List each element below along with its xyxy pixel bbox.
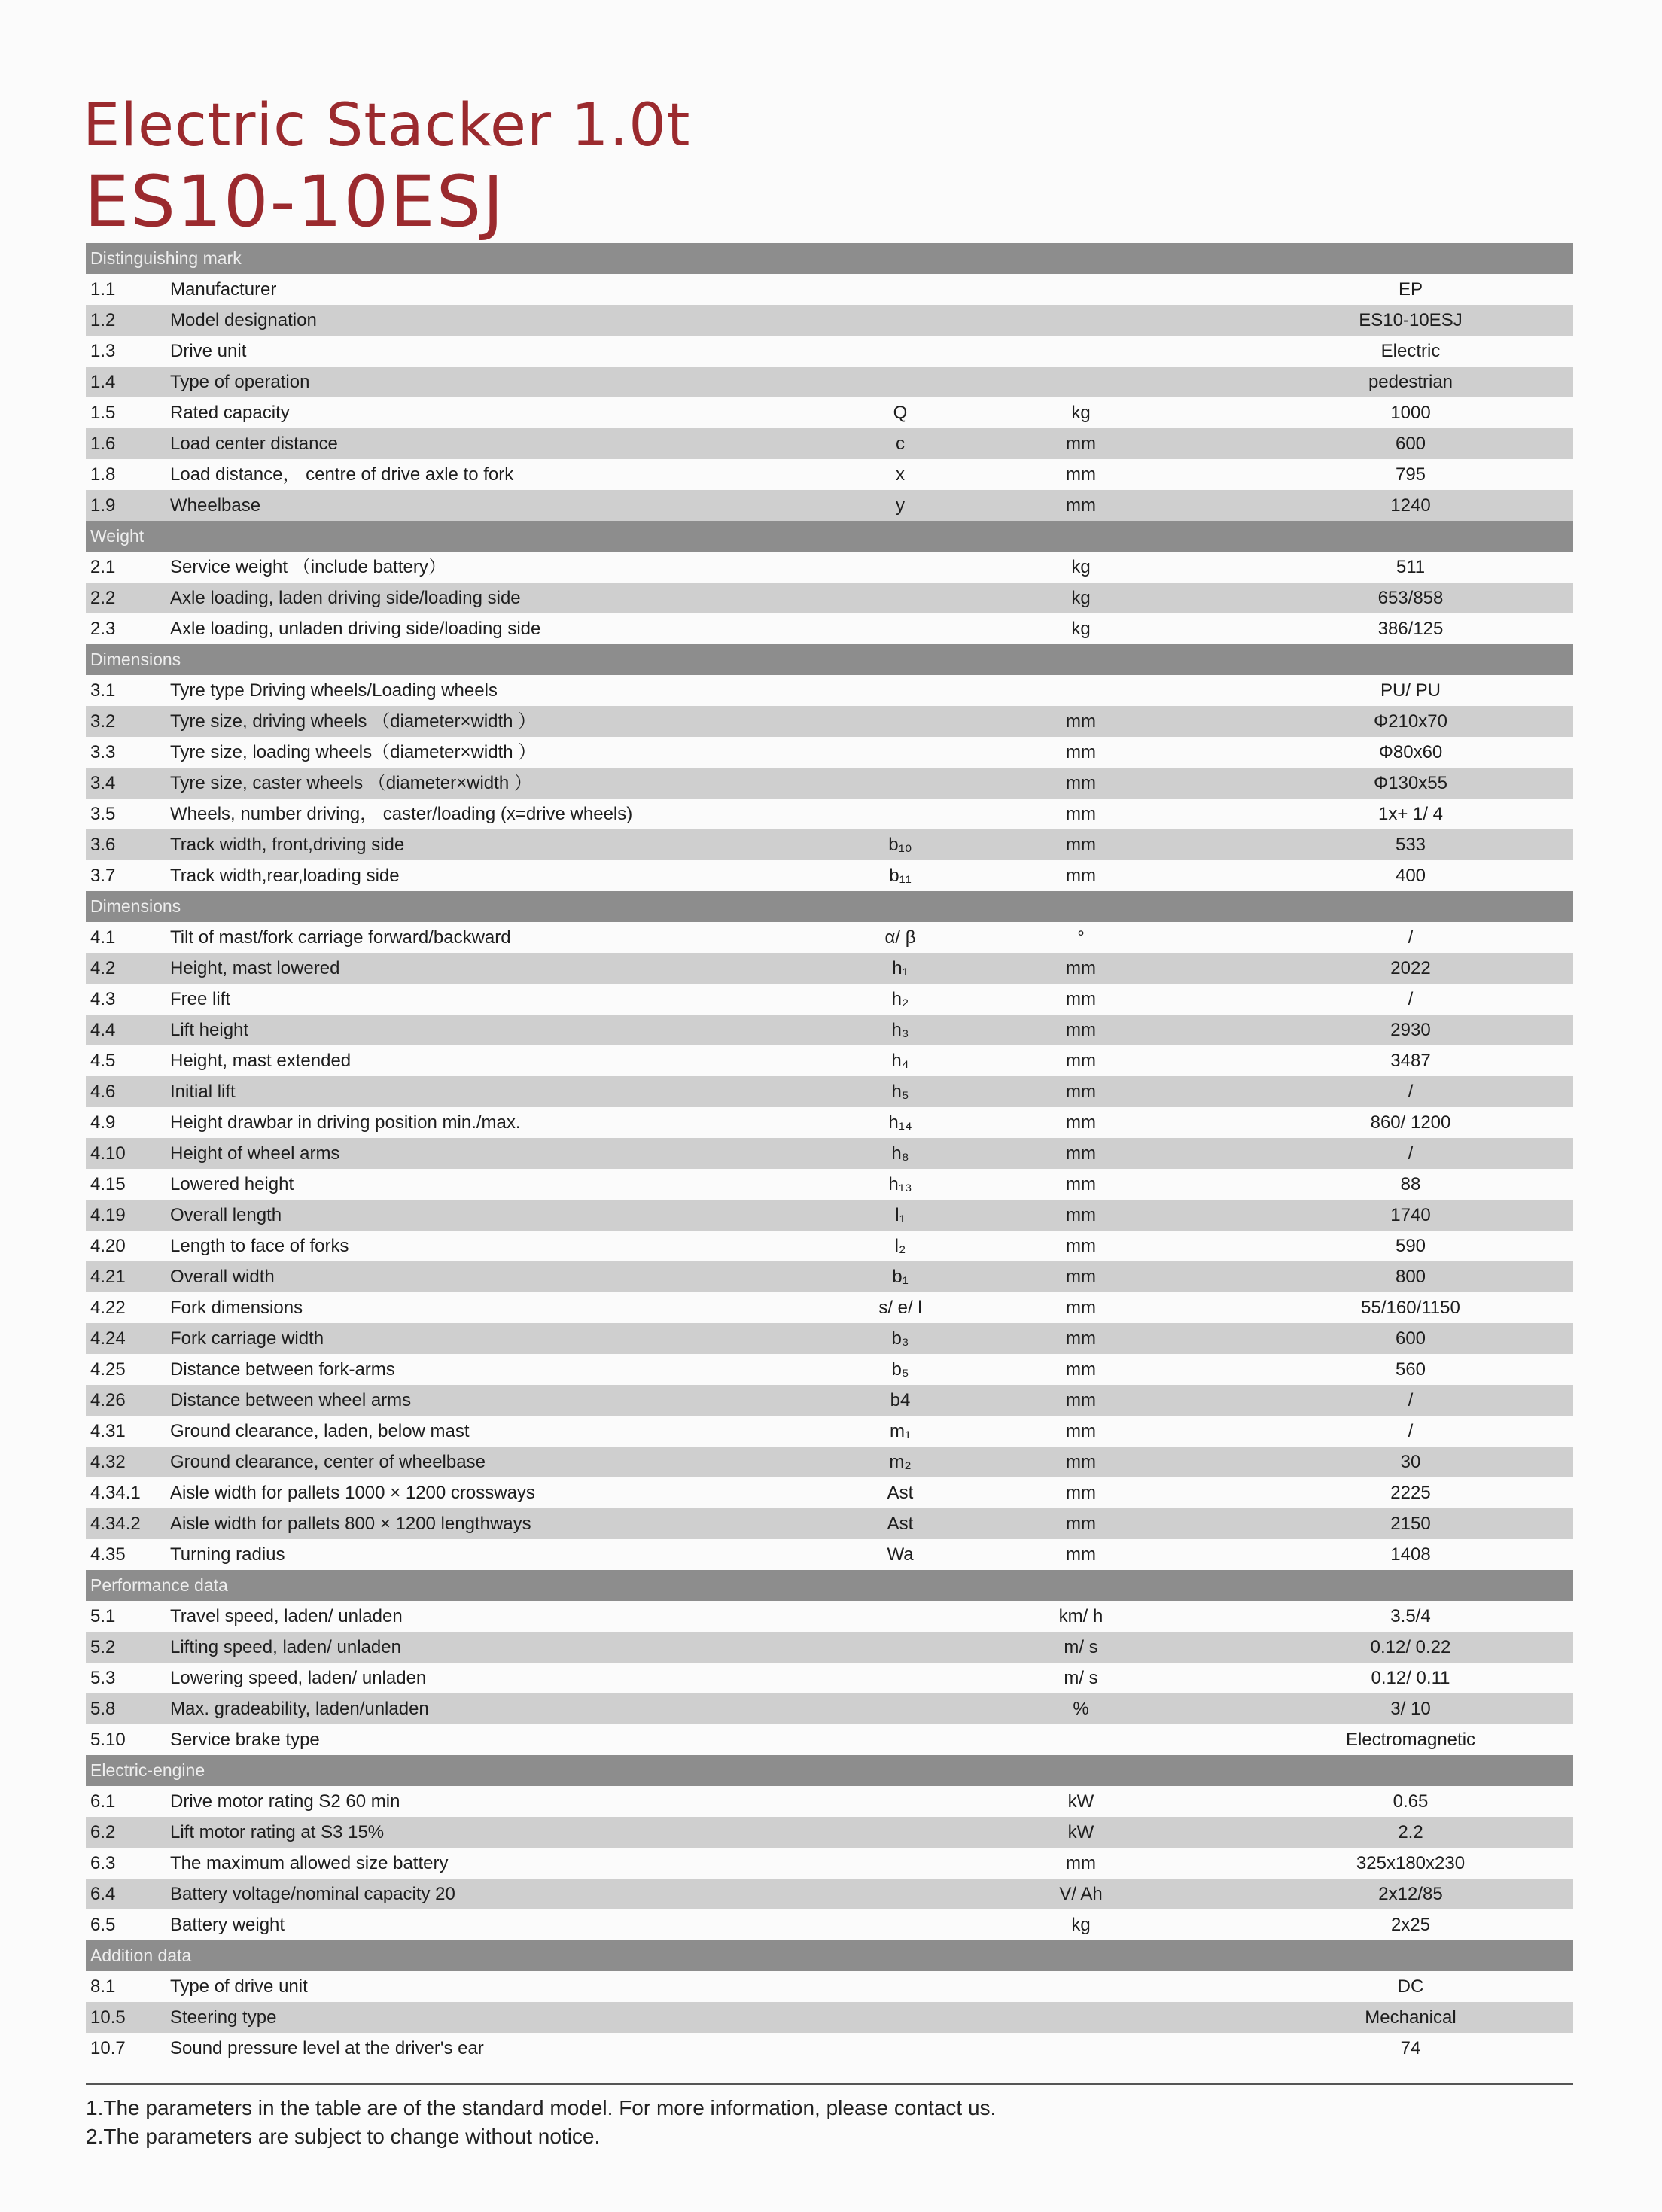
table-row xyxy=(86,1848,1573,1879)
table-row xyxy=(86,305,1573,336)
row-description: Height, mast extended xyxy=(170,1051,352,1071)
table-row xyxy=(86,367,1573,397)
row-value: 533 xyxy=(1395,835,1426,855)
table-row xyxy=(86,1292,1573,1323)
row-unit: ° xyxy=(1077,927,1085,948)
row-description: Aisle width for pallets 1000 × 1200 crossways xyxy=(170,1483,535,1503)
row-number: 5.10 xyxy=(90,1730,126,1750)
row-number: 4.21 xyxy=(90,1267,126,1287)
row-number: 4.26 xyxy=(90,1390,126,1410)
row-description: Wheels, number driving， caster/loading (x=drive wheels) xyxy=(170,804,633,824)
row-description: Tyre size, caster wheels （diameter×width ） xyxy=(170,773,532,793)
row-description: Lowered height xyxy=(170,1174,294,1194)
table-row xyxy=(86,274,1573,305)
table-row xyxy=(86,1879,1573,1909)
row-unit: mm xyxy=(1066,773,1096,793)
row-value: 560 xyxy=(1395,1359,1426,1380)
row-number: 1.6 xyxy=(90,434,116,454)
row-value: 800 xyxy=(1395,1267,1426,1287)
row-number: 4.19 xyxy=(90,1205,126,1225)
table-row xyxy=(86,1385,1573,1416)
row-value: 386/125 xyxy=(1377,619,1444,639)
row-number: 3.6 xyxy=(90,835,116,855)
row-value: 2225 xyxy=(1390,1483,1431,1503)
table-row xyxy=(86,1107,1573,1138)
row-unit: km/ h xyxy=(1058,1606,1103,1626)
row-number: 4.24 xyxy=(90,1328,126,1349)
row-description: Distance between wheel arms xyxy=(170,1390,412,1410)
row-unit: V/ Ah xyxy=(1059,1884,1103,1904)
row-symbol: c xyxy=(896,434,905,454)
row-description: Drive unit xyxy=(170,341,247,361)
row-number: 5.1 xyxy=(90,1606,116,1626)
row-description: Load distance， centre of drive axle to fork xyxy=(170,464,514,485)
table-row xyxy=(86,1632,1573,1663)
row-number: 2.1 xyxy=(90,557,116,577)
row-symbol: h₁ xyxy=(892,958,909,978)
row-number: 6.2 xyxy=(90,1822,116,1842)
table-row xyxy=(86,1045,1573,1076)
row-number: 4.20 xyxy=(90,1236,126,1256)
row-symbol: m₁ xyxy=(889,1421,912,1441)
row-number: 1.3 xyxy=(90,341,116,361)
row-number: 3.2 xyxy=(90,711,116,732)
row-number: 4.25 xyxy=(90,1359,126,1380)
row-unit: mm xyxy=(1066,866,1096,886)
row-description: Axle loading, laden driving side/loading side xyxy=(170,588,521,608)
table-row xyxy=(86,922,1573,953)
row-value: 0.12/ 0.22 xyxy=(1370,1637,1451,1657)
divider xyxy=(86,2083,1573,2085)
row-value: 2x25 xyxy=(1390,1915,1431,1935)
row-number: 1.5 xyxy=(90,403,116,423)
row-description: Overall length xyxy=(170,1205,282,1225)
row-unit: kg xyxy=(1071,403,1091,423)
row-value: ES10-10ESJ xyxy=(1359,310,1463,330)
row-symbol: Q xyxy=(893,403,908,423)
row-number: 3.1 xyxy=(90,680,116,701)
table-row xyxy=(86,1601,1573,1632)
table-row xyxy=(86,737,1573,768)
row-description: Ground clearance, center of wheelbase xyxy=(170,1452,486,1472)
row-value: DC xyxy=(1397,1976,1424,1997)
row-number: 4.34.2 xyxy=(90,1514,141,1534)
row-symbol: Ast xyxy=(887,1483,914,1503)
row-value: 2.2 xyxy=(1398,1822,1423,1842)
table-row xyxy=(86,1909,1573,1940)
row-value: 2x12/85 xyxy=(1378,1884,1443,1904)
row-value: 88 xyxy=(1400,1174,1421,1194)
table-row xyxy=(86,829,1573,860)
row-unit: mm xyxy=(1066,1143,1096,1164)
table-row xyxy=(86,1508,1573,1539)
row-value: 511 xyxy=(1396,557,1426,577)
row-description: Lift motor rating at S3 15% xyxy=(170,1822,385,1842)
row-unit: kg xyxy=(1071,588,1091,608)
row-symbol: s/ e/ l xyxy=(878,1298,922,1318)
row-description: Manufacturer xyxy=(170,279,277,300)
row-value: 2022 xyxy=(1390,958,1431,978)
row-value: 400 xyxy=(1395,866,1426,886)
section-header: Dimensions xyxy=(86,891,1573,922)
row-description: Free lift xyxy=(170,989,231,1009)
row-unit: m/ s xyxy=(1064,1637,1098,1657)
row-description: Distance between fork-arms xyxy=(170,1359,395,1380)
row-number: 4.34.1 xyxy=(90,1483,141,1503)
row-description: Battery weight xyxy=(170,1915,285,1935)
spec-table xyxy=(86,243,1573,2064)
row-value: / xyxy=(1408,1143,1414,1164)
row-number: 4.10 xyxy=(90,1143,126,1164)
row-value: 30 xyxy=(1400,1452,1421,1472)
section-header: Dimensions xyxy=(86,644,1573,675)
row-description: Track width,rear,loading side xyxy=(170,866,400,886)
table-row xyxy=(86,1354,1573,1385)
row-value: 653/858 xyxy=(1377,588,1444,608)
row-unit: mm xyxy=(1066,1298,1096,1318)
row-number: 6.4 xyxy=(90,1884,116,1904)
row-description: The maximum allowed size battery xyxy=(170,1853,449,1873)
row-symbol: b4 xyxy=(890,1390,911,1410)
table-row xyxy=(86,1169,1573,1200)
row-value: 600 xyxy=(1395,434,1426,454)
row-number: 3.3 xyxy=(90,742,116,762)
section-header: Electric-engine xyxy=(86,1755,1573,1786)
row-number: 6.3 xyxy=(90,1853,116,1873)
row-description: Height drawbar in driving position min./max. xyxy=(170,1112,521,1133)
row-value: / xyxy=(1408,1082,1414,1102)
row-number: 5.3 xyxy=(90,1668,116,1688)
row-number: 4.5 xyxy=(90,1051,116,1071)
row-description: Type of operation xyxy=(170,372,310,392)
row-number: 1.9 xyxy=(90,495,116,516)
section-header: Distinguishing mark xyxy=(86,243,1573,274)
table-row xyxy=(86,2033,1573,2064)
row-value: PU/ PU xyxy=(1380,680,1441,701)
row-symbol: α/ β xyxy=(884,927,916,948)
row-description: Max. gradeability, laden/unladen xyxy=(170,1699,429,1719)
row-description: Battery voltage/nominal capacity 20 xyxy=(170,1884,455,1904)
table-row xyxy=(86,799,1573,829)
row-value: Φ210x70 xyxy=(1374,711,1447,732)
table-row xyxy=(86,1786,1573,1817)
row-value: 0.12/ 0.11 xyxy=(1371,1668,1450,1688)
table-row xyxy=(86,1323,1573,1354)
row-number: 2.3 xyxy=(90,619,116,639)
table-row xyxy=(86,428,1573,459)
row-value: / xyxy=(1408,1390,1414,1410)
table-row xyxy=(86,860,1573,891)
row-unit: mm xyxy=(1066,1174,1096,1194)
row-unit: mm xyxy=(1066,1112,1096,1133)
model-title: ES10-10ESJ xyxy=(84,161,505,243)
row-unit: mm xyxy=(1066,1082,1096,1102)
row-symbol: h₂ xyxy=(891,989,909,1009)
row-description: Rated capacity xyxy=(170,403,290,423)
row-unit: kg xyxy=(1071,1915,1091,1935)
row-number: 4.4 xyxy=(90,1020,116,1040)
row-value: 795 xyxy=(1395,464,1426,485)
row-value: pedestrian xyxy=(1368,372,1453,392)
row-symbol: b₅ xyxy=(891,1359,909,1380)
table-row xyxy=(86,2002,1573,2033)
row-number: 4.22 xyxy=(90,1298,126,1318)
row-number: 4.9 xyxy=(90,1112,116,1133)
row-unit: kg xyxy=(1071,557,1091,577)
row-number: 4.32 xyxy=(90,1452,126,1472)
row-value: 55/160/1150 xyxy=(1361,1298,1460,1318)
table-row xyxy=(86,1200,1573,1231)
row-value: 600 xyxy=(1395,1328,1426,1349)
row-description: Length to face of forks xyxy=(170,1236,349,1256)
row-description: Lift height xyxy=(170,1020,249,1040)
row-description: Sound pressure level at the driver's ear xyxy=(170,2038,484,2058)
row-unit: mm xyxy=(1066,804,1096,824)
row-value: 74 xyxy=(1400,2038,1421,2058)
row-symbol: b₃ xyxy=(891,1328,909,1349)
row-description: Load center distance xyxy=(170,434,338,454)
row-value: 1408 xyxy=(1390,1544,1431,1565)
row-symbol: h₁₄ xyxy=(888,1112,912,1133)
row-description: Aisle width for pallets 800 × 1200 lengthways xyxy=(170,1514,531,1534)
row-description: Tyre size, loading wheels（diameter×width ） xyxy=(170,742,537,762)
row-value: / xyxy=(1408,927,1414,948)
row-unit: mm xyxy=(1066,1020,1096,1040)
row-value: 2930 xyxy=(1390,1020,1431,1040)
row-value: 3487 xyxy=(1390,1051,1431,1071)
row-number: 6.5 xyxy=(90,1915,116,1935)
row-unit: mm xyxy=(1066,1359,1096,1380)
row-description: Axle loading, unladen driving side/loading side xyxy=(170,619,541,639)
table-row xyxy=(86,1817,1573,1848)
row-value: Electric xyxy=(1380,341,1441,361)
row-symbol: h₃ xyxy=(891,1020,909,1040)
row-value: 2150 xyxy=(1390,1514,1431,1534)
row-description: Tyre size, driving wheels （diameter×width ） xyxy=(170,711,537,732)
row-symbol: l₂ xyxy=(894,1236,906,1256)
row-number: 4.31 xyxy=(90,1421,126,1441)
row-value: Φ80x60 xyxy=(1378,742,1443,762)
row-description: Steering type xyxy=(170,2007,277,2028)
row-description: Service brake type xyxy=(170,1730,320,1750)
row-unit: mm xyxy=(1066,1421,1096,1441)
row-value: 1000 xyxy=(1390,403,1431,423)
table-row xyxy=(86,1015,1573,1045)
row-value: / xyxy=(1408,989,1414,1009)
row-value: / xyxy=(1408,1421,1414,1441)
row-symbol: h₄ xyxy=(891,1051,909,1071)
row-unit: mm xyxy=(1066,1236,1096,1256)
row-symbol: x xyxy=(896,464,905,485)
table-row xyxy=(86,768,1573,799)
row-number: 3.7 xyxy=(90,866,116,886)
table-row xyxy=(86,1261,1573,1292)
row-unit: m/ s xyxy=(1064,1668,1098,1688)
row-description: Turning radius xyxy=(170,1544,285,1565)
table-row xyxy=(86,1539,1573,1570)
row-value: 3/ 10 xyxy=(1390,1699,1431,1719)
row-unit: mm xyxy=(1066,742,1096,762)
row-value: 1740 xyxy=(1390,1205,1431,1225)
page-title: Electric Stacker 1.0t xyxy=(83,92,691,160)
row-value: Mechanical xyxy=(1365,2007,1457,2028)
row-value: Electromagnetic xyxy=(1345,1730,1476,1750)
row-symbol: b₁ xyxy=(892,1267,909,1287)
row-symbol: Ast xyxy=(887,1514,914,1534)
row-description: Ground clearance, laden, below mast xyxy=(170,1421,470,1441)
row-unit: mm xyxy=(1066,989,1096,1009)
row-number: 1.4 xyxy=(90,372,116,392)
row-description: Track width, front,driving side xyxy=(170,835,405,855)
section-header: Performance data xyxy=(86,1570,1573,1601)
row-number: 4.35 xyxy=(90,1544,126,1565)
row-number: 10.5 xyxy=(90,2007,126,2028)
table-row xyxy=(86,675,1573,706)
row-symbol: h₁₃ xyxy=(888,1174,912,1194)
row-number: 1.8 xyxy=(90,464,116,485)
row-unit: mm xyxy=(1066,711,1096,732)
table-row xyxy=(86,1724,1573,1755)
footnote-2: 2.The parameters are subject to change without notice. xyxy=(86,2125,601,2148)
table-row xyxy=(86,459,1573,490)
table-row xyxy=(86,1971,1573,2002)
table-row xyxy=(86,1447,1573,1477)
row-unit: mm xyxy=(1066,1544,1096,1565)
row-unit: mm xyxy=(1066,1328,1096,1349)
table-row xyxy=(86,984,1573,1015)
row-number: 3.5 xyxy=(90,804,116,824)
row-number: 1.1 xyxy=(90,279,116,300)
table-row xyxy=(86,1231,1573,1261)
section-header: Addition data xyxy=(86,1940,1573,1971)
table-row xyxy=(86,953,1573,984)
row-unit: mm xyxy=(1066,1051,1096,1071)
row-unit: mm xyxy=(1066,464,1096,485)
row-unit: mm xyxy=(1066,495,1096,516)
row-symbol: b₁₁ xyxy=(889,866,912,886)
row-description: Travel speed, laden/ unladen xyxy=(170,1606,403,1626)
row-number: 10.7 xyxy=(90,2038,126,2058)
footnotes xyxy=(86,2094,996,2151)
row-number: 3.4 xyxy=(90,773,116,793)
row-unit: mm xyxy=(1066,835,1096,855)
row-number: 2.2 xyxy=(90,588,116,608)
table-row xyxy=(86,583,1573,613)
row-symbol: l₁ xyxy=(895,1205,906,1225)
row-number: 4.2 xyxy=(90,958,116,978)
row-number: 8.1 xyxy=(90,1976,116,1997)
row-description: Lifting speed, laden/ unladen xyxy=(170,1637,401,1657)
row-description: Type of drive unit xyxy=(170,1976,308,1997)
row-unit: mm xyxy=(1066,1514,1096,1534)
row-unit: % xyxy=(1073,1699,1089,1719)
row-description: Fork carriage width xyxy=(170,1328,324,1349)
row-number: 6.1 xyxy=(90,1791,116,1812)
row-description: Height of wheel arms xyxy=(170,1143,340,1164)
row-value: 860/ 1200 xyxy=(1370,1112,1451,1133)
row-value: 1240 xyxy=(1390,495,1431,516)
row-unit: mm xyxy=(1066,1452,1096,1472)
row-symbol: Wa xyxy=(887,1544,914,1565)
row-unit: mm xyxy=(1066,1205,1096,1225)
row-description: Drive motor rating S2 60 min xyxy=(170,1791,400,1812)
row-description: Lowering speed, laden/ unladen xyxy=(170,1668,427,1688)
row-description: Service weight （include battery） xyxy=(170,557,446,577)
row-description: Wheelbase xyxy=(170,495,261,516)
row-number: 4.3 xyxy=(90,989,116,1009)
row-value: 590 xyxy=(1395,1236,1426,1256)
table-row xyxy=(86,613,1573,644)
row-unit: kW xyxy=(1067,1791,1094,1812)
row-unit: mm xyxy=(1066,434,1096,454)
row-number: 4.15 xyxy=(90,1174,126,1194)
section-header: Weight xyxy=(86,521,1573,552)
table-row xyxy=(86,336,1573,367)
row-description: Tyre type Driving wheels/Loading wheels xyxy=(170,680,498,701)
table-row xyxy=(86,1663,1573,1693)
table-row xyxy=(86,1416,1573,1447)
row-unit: mm xyxy=(1066,1853,1096,1873)
row-value: 3.5/4 xyxy=(1390,1606,1431,1626)
row-unit: kg xyxy=(1071,619,1091,639)
row-description: Overall width xyxy=(170,1267,275,1287)
row-unit: mm xyxy=(1066,1267,1096,1287)
row-number: 5.8 xyxy=(90,1699,116,1719)
row-symbol: h₅ xyxy=(891,1082,909,1102)
row-symbol: y xyxy=(896,495,905,516)
row-symbol: h₈ xyxy=(891,1143,909,1164)
row-description: Fork dimensions xyxy=(170,1298,303,1318)
row-number: 5.2 xyxy=(90,1637,116,1657)
row-value: EP xyxy=(1398,279,1423,300)
row-symbol: b₁₀ xyxy=(888,835,912,855)
table-row xyxy=(86,1477,1573,1508)
row-value: 0.65 xyxy=(1393,1791,1429,1812)
row-description: Tilt of mast/fork carriage forward/backward xyxy=(170,927,511,948)
row-value: 1x+ 1/ 4 xyxy=(1377,804,1444,824)
table-row xyxy=(86,706,1573,737)
row-description: Initial lift xyxy=(170,1082,236,1102)
row-number: 4.6 xyxy=(90,1082,116,1102)
row-symbol: m₂ xyxy=(889,1452,912,1472)
row-unit: mm xyxy=(1066,1390,1096,1410)
row-unit: mm xyxy=(1066,1483,1096,1503)
table-row xyxy=(86,1138,1573,1169)
row-unit: kW xyxy=(1067,1822,1094,1842)
table-row xyxy=(86,397,1573,428)
table-row xyxy=(86,1693,1573,1724)
table-row xyxy=(86,490,1573,521)
row-unit: mm xyxy=(1066,958,1096,978)
row-value: Φ130x55 xyxy=(1374,773,1447,793)
table-row xyxy=(86,552,1573,583)
footnote-1: 1.The parameters in the table are of the standard model. For more information, please contact us. xyxy=(86,2096,997,2119)
row-value: 325x180x230 xyxy=(1356,1853,1466,1873)
row-number: 1.2 xyxy=(90,310,116,330)
row-description: Height, mast lowered xyxy=(170,958,340,978)
row-number: 4.1 xyxy=(90,927,116,948)
table-row xyxy=(86,1076,1573,1107)
row-description: Model designation xyxy=(170,310,317,330)
